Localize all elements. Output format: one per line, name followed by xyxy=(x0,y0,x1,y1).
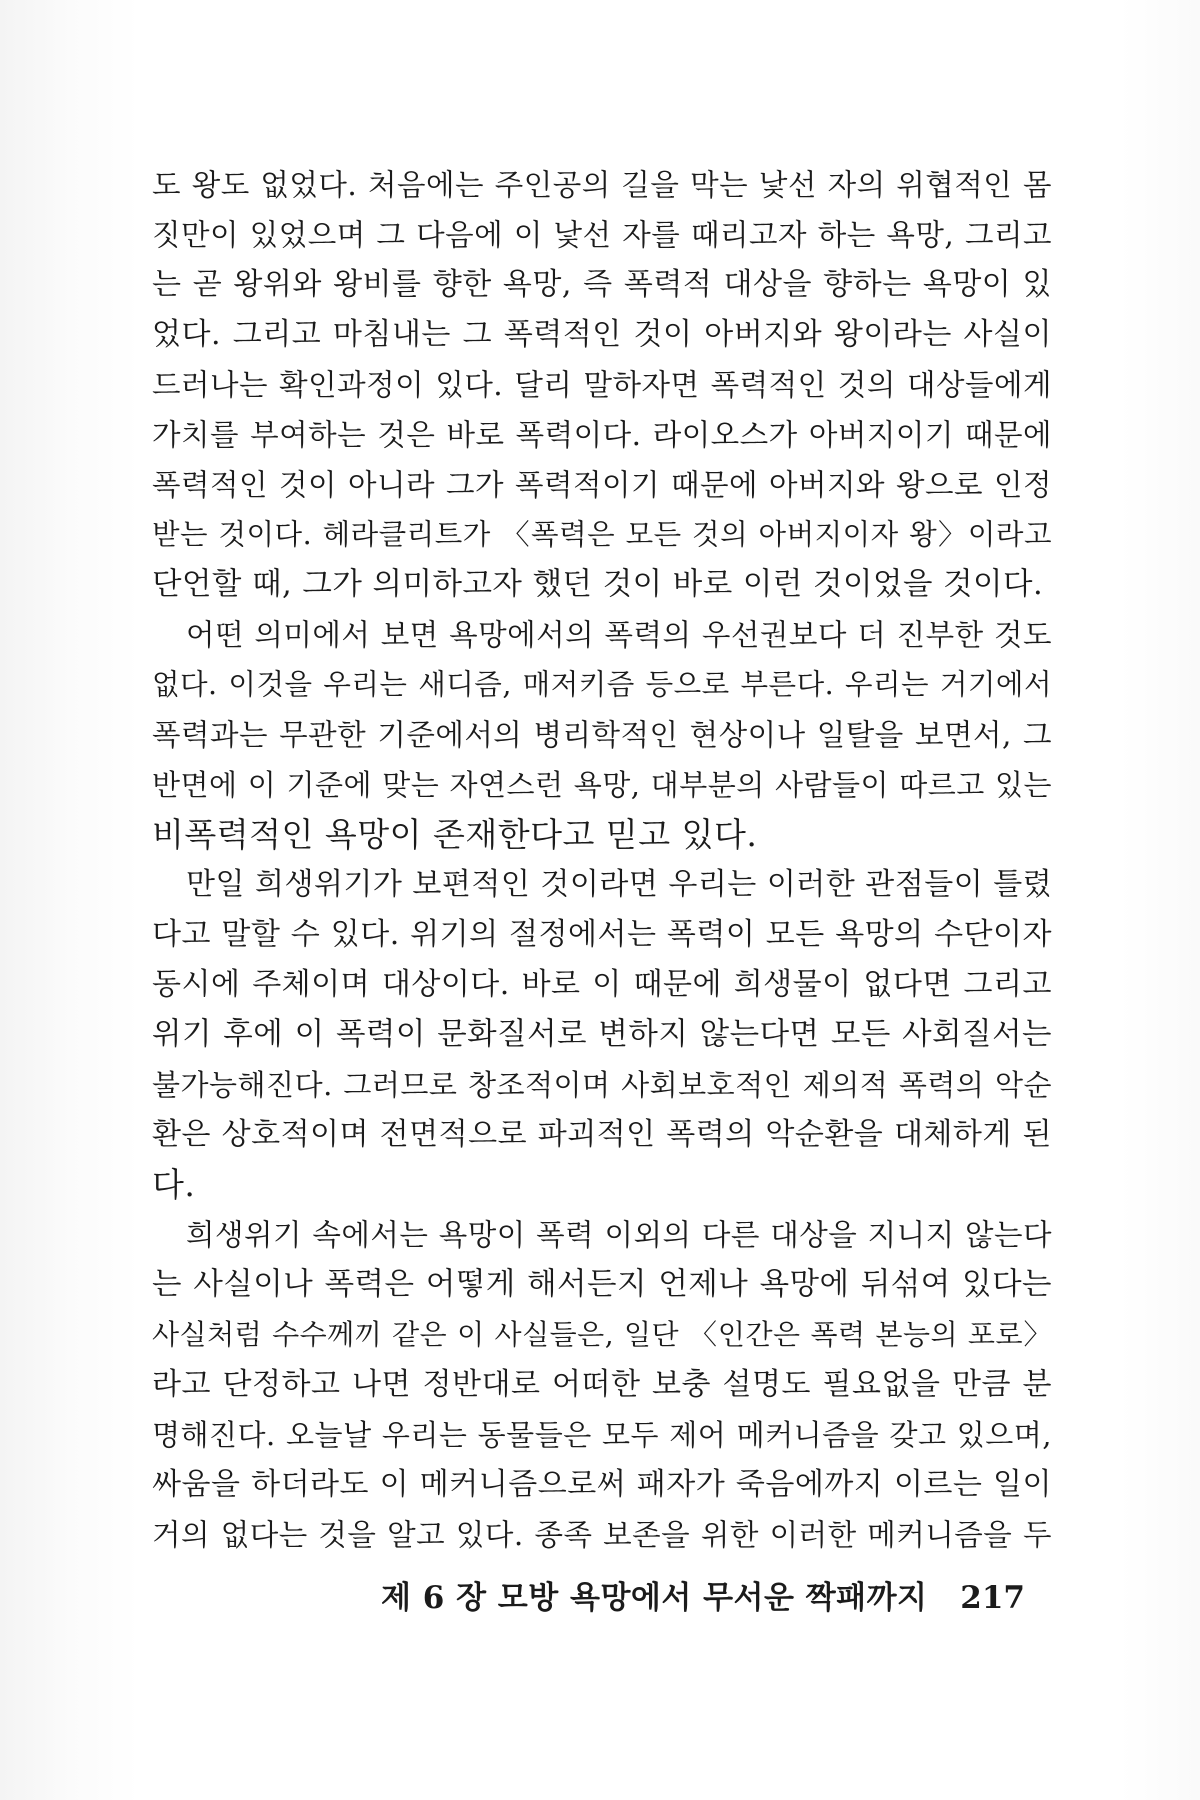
text-line: 받는 것이다. 헤라클리트가 〈폭력은 모든 것의 아버지이자 왕〉이라고 xyxy=(152,518,1052,551)
text-line: 싸움을 하더라도 이 메커니즘으로써 패자가 죽음에까지 이르는 일이 xyxy=(152,1467,1052,1502)
text-line: 명해진다. 오늘날 우리는 동물들은 모두 제어 메커니즘을 갖고 있으며, xyxy=(152,1418,1052,1452)
text-line: 단언할 때, 그가 의미하고자 했던 것이 바로 이런 것이었을 것이다. xyxy=(152,567,1044,602)
paragraph-1 xyxy=(152,160,1052,610)
text-line: 가치를 부여하는 것은 바로 폭력이다. 라이오스가 아버지이기 때문에 xyxy=(152,418,1052,452)
text-line: 라고 단정하고 나면 정반대로 어떠한 보충 설명도 필요없을 만큼 분 xyxy=(152,1367,1052,1402)
text-line: 도 왕도 없었다. 처음에는 주인공의 길을 막는 낯선 자의 위협적인 몸 xyxy=(152,168,1052,202)
text-line: 없다. 이것을 우리는 새디즘, 매저키즘 등으로 부른다. 우리는 거기에서 xyxy=(152,668,1052,701)
running-footer-chapter-title: 제 6 장 모방 욕망에서 무서운 짝패까지 xyxy=(380,1580,928,1616)
page-number: 217 xyxy=(960,1580,1025,1616)
text-line: 사실처럼 수수께끼 같은 이 사실들은, 일단 〈인간은 폭력 본능의 포로〉 xyxy=(152,1318,1052,1351)
text-line: 반면에 이 기준에 맞는 자연스런 욕망, 대부분의 사람들이 따르고 있는 xyxy=(152,768,1052,802)
text-line: 다고 말할 수 있다. 위기의 절정에서는 폭력이 모든 욕망의 수단이자 xyxy=(152,917,1052,952)
text-line: 다. xyxy=(152,1165,196,1204)
text-line: 거의 없다는 것을 알고 있다. 종족 보존을 위한 이러한 메커니즘을 두 xyxy=(152,1518,1052,1552)
text-line: 는 사실이나 폭력은 어떻게 해서든지 언제나 욕망에 뒤섞여 있다는 xyxy=(152,1267,1052,1302)
paragraph-2 xyxy=(152,610,1052,860)
text-line: 위기 후에 이 폭력이 문화질서로 변하지 않는다면 모든 사회질서는 xyxy=(152,1017,1052,1052)
paragraph-3 xyxy=(152,860,1052,1210)
text-line: 는 곧 왕위와 왕비를 향한 욕망, 즉 폭력적 대상을 향하는 욕망이 있 xyxy=(152,267,1052,302)
text-line: 폭력적인 것이 아니라 그가 폭력적이기 때문에 아버지와 왕으로 인정 xyxy=(152,468,1052,502)
text-line: 희생위기 속에서는 욕망이 폭력 이외의 다른 대상을 지니지 않는다 xyxy=(186,1218,1052,1252)
text-line: 었다. 그리고 마침내는 그 폭력적인 것이 아버지와 왕이라는 사실이 xyxy=(152,317,1052,352)
text-line: 비폭력적인 욕망이 존재한다고 믿고 있다. xyxy=(152,815,758,854)
page-footer xyxy=(381,1572,1025,1617)
paragraph-4 xyxy=(152,1210,1052,1560)
text-line: 드러나는 확인과정이 있다. 달리 말하자면 폭력적인 것의 대상들에게 xyxy=(152,368,1052,402)
text-line: 폭력과는 무관한 기준에서의 병리학적인 현상이나 일탈을 보면서, 그 xyxy=(152,718,1052,752)
body-text xyxy=(152,160,1052,1560)
text-line: 짓만이 있었으며 그 다음에 이 낯선 자를 때리고자 하는 욕망, 그리고 xyxy=(152,218,1052,252)
text-line: 어떤 의미에서 보면 욕망에서의 폭력의 우선권보다 더 진부한 것도 xyxy=(186,618,1052,652)
text-line: 동시에 주체이며 대상이다. 바로 이 때문에 희생물이 없다면 그리고 xyxy=(152,967,1052,1002)
text-line: 불가능해진다. 그러므로 창조적이며 사회보호적인 제의적 폭력의 악순 xyxy=(152,1068,1052,1102)
text-line: 환은 상호적이며 전면적으로 파괴적인 폭력의 악순환을 대체하게 된 xyxy=(152,1117,1052,1152)
text-line: 만일 희생위기가 보편적인 것이라면 우리는 이러한 관점들이 틀렸 xyxy=(186,867,1053,902)
